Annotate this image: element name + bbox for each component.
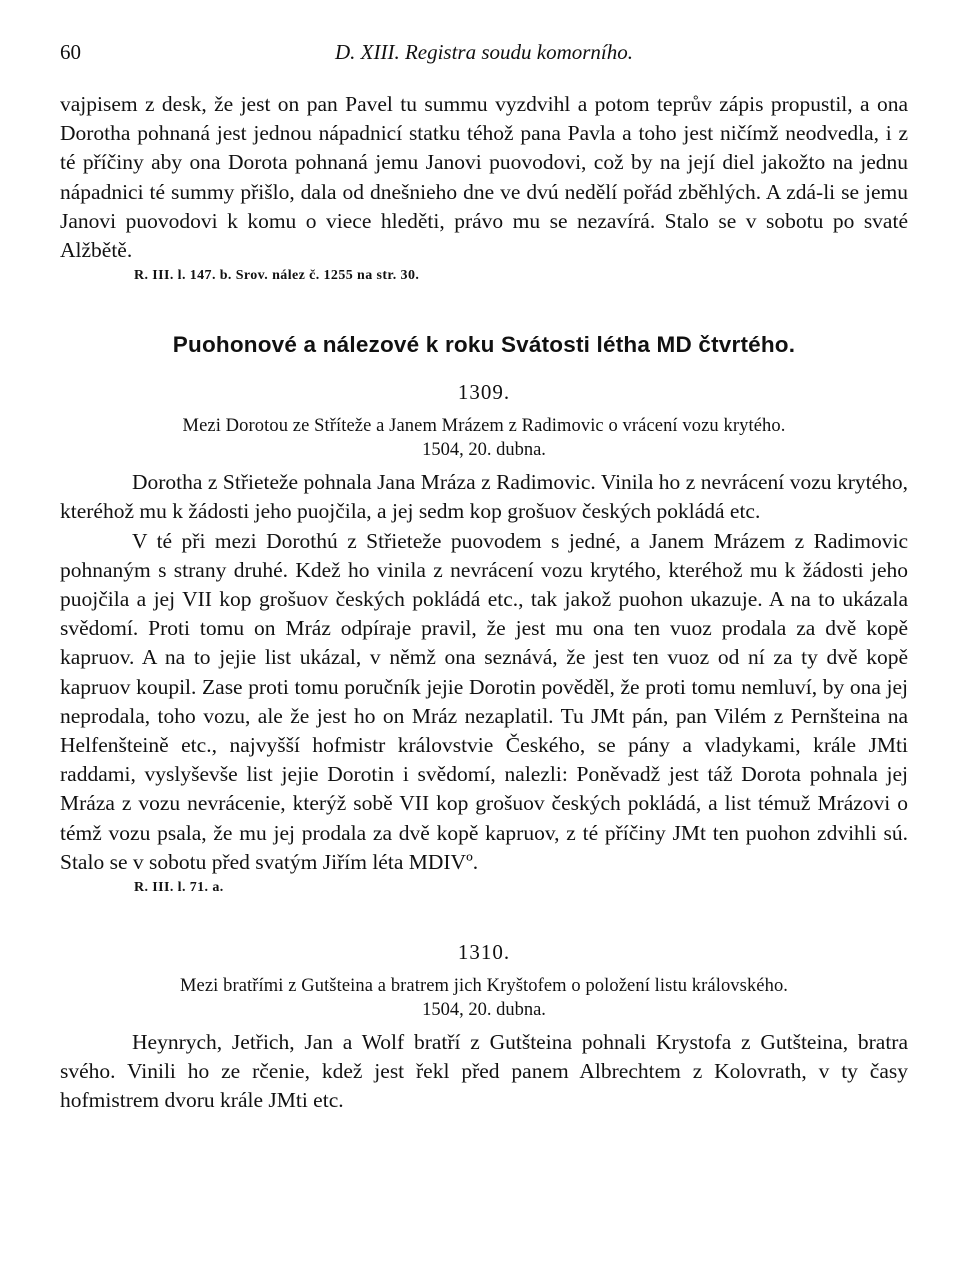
archive-citation: R. III. l. 147. b. Srov. nález č. 1255 na str. 30. — [134, 268, 420, 284]
document-page — [60, 34, 908, 1116]
entry-1309 — [60, 380, 908, 896]
archive-citation: R. III. l. 71. a. — [134, 880, 224, 896]
running-title: D. XIII. Registra soudu komorního. — [334, 40, 634, 64]
entry-summary: Mezi Dorotou ze Stříteže a Janem Mrázem z Radimovic o vrácení vozu krytého. — [182, 416, 786, 437]
running-header — [60, 34, 908, 74]
entry-paragraph: Heynrych, Jetřich, Jan a Wolf bratří z Gutšteina pohnali Krystofa z Gutšteina, bratra svého. Vinili ho ze rčenie, kdež jest řekl před panem Albrechtem z Kolovrath, v ty časy hofmistrem dvoru krále JMti etc. — [60, 1030, 908, 1113]
entry-number: 1309. — [457, 380, 511, 405]
entry-paragraph: V té při mezi Dorothú z Střieteže puovodem s jedné, a Janem Mrázem z Radimovic pohnaným s strany druhé. Kdež ho vinila z nevrácení vozu krytého, kteréhož mu k žádosti jeho puojčila a jej VII kop grošuov českých pokládá etc., tak jakož puohon ukazuje. A na to ukázala svědomí. Proti tomu on Mráz odpíraje pravil, že jest mu ona ten vuoz prodala za dvě kopě kapruov. A na to jejie list ukázal, v němž ona seznává, že jest ten vuoz od ní za ty dvě kopě kapruov koupil. Zase proti tomu poručník jejie Dorotin pověděl, že proti tomu nemluví, by ona jej neprodala, toho vozu, ale že jest ho on Mráz nezaplatil. Tu JMt pán, pan Vilém z Pernšteina na Helfenšteině etc., najvyšší hofmistr královstvie Českého, se pány a vladykami, krále JMti raddami, vyslyševše list jejie Dorotin i svědomí, nalezli: Poněvadž jest táž Dorota pohnala jej Mráza z vozu nevrácenie, kterýž sobě VII kop grošuov českých pokládá, a list témuž Mrázovi o témž vozu psala, že mu jej prodala za dvě kopě kapruov, z té příčiny JMt ten puohon zdvihli sú. Stalo se v sobotu před svatým Jiřím léta MDIVº. — [60, 528, 908, 874]
section-heading: Puohonové a nálezové k roku Svátosti létha MD čtvrtého. — [172, 332, 796, 358]
entry-1310 — [60, 940, 908, 1116]
page-number: 60 — [60, 40, 81, 64]
entry-number: 1310. — [457, 940, 511, 965]
entry-paragraph: Dorotha z Střieteže pohnala Jana Mráza z Radimovic. Vinila ho z nevrácení vozu krytého, kteréhož mu k žádosti jeho puojčila, a jej sedm kop grošuov českých pokládá etc. — [60, 470, 908, 524]
entry-date: 1504, 20. dubna. — [422, 440, 546, 461]
entry-summary: Mezi bratřími z Gutšteina a bratrem jich Kryštofem o položení listu královského. — [179, 976, 789, 997]
continuation-paragraph: vajpisem z desk, že jest on pan Pavel tu summu vyzdvihl a potom teprův zápis propustil, a ona Dorotha pohnaná jest jednou nápadnicí statku téhož pana Pavla a toho jest ničímž neodvedla, i z té příčiny aby ona Dorota pohnaná jemu Janovi puovodovi, což by na její diel jakožto na jednu nápadnici té summy přišlo, dala od dnešnieho dne ve dvú nedělí pořád zběhlých. A zdá-li se jemu Janovi puovodovi k komu o viece hleděti, právo mu se nezavírá. Stalo se v sobotu po svaté Alžbětě. — [60, 92, 908, 263]
entry-date: 1504, 20. dubna. — [422, 1000, 546, 1021]
